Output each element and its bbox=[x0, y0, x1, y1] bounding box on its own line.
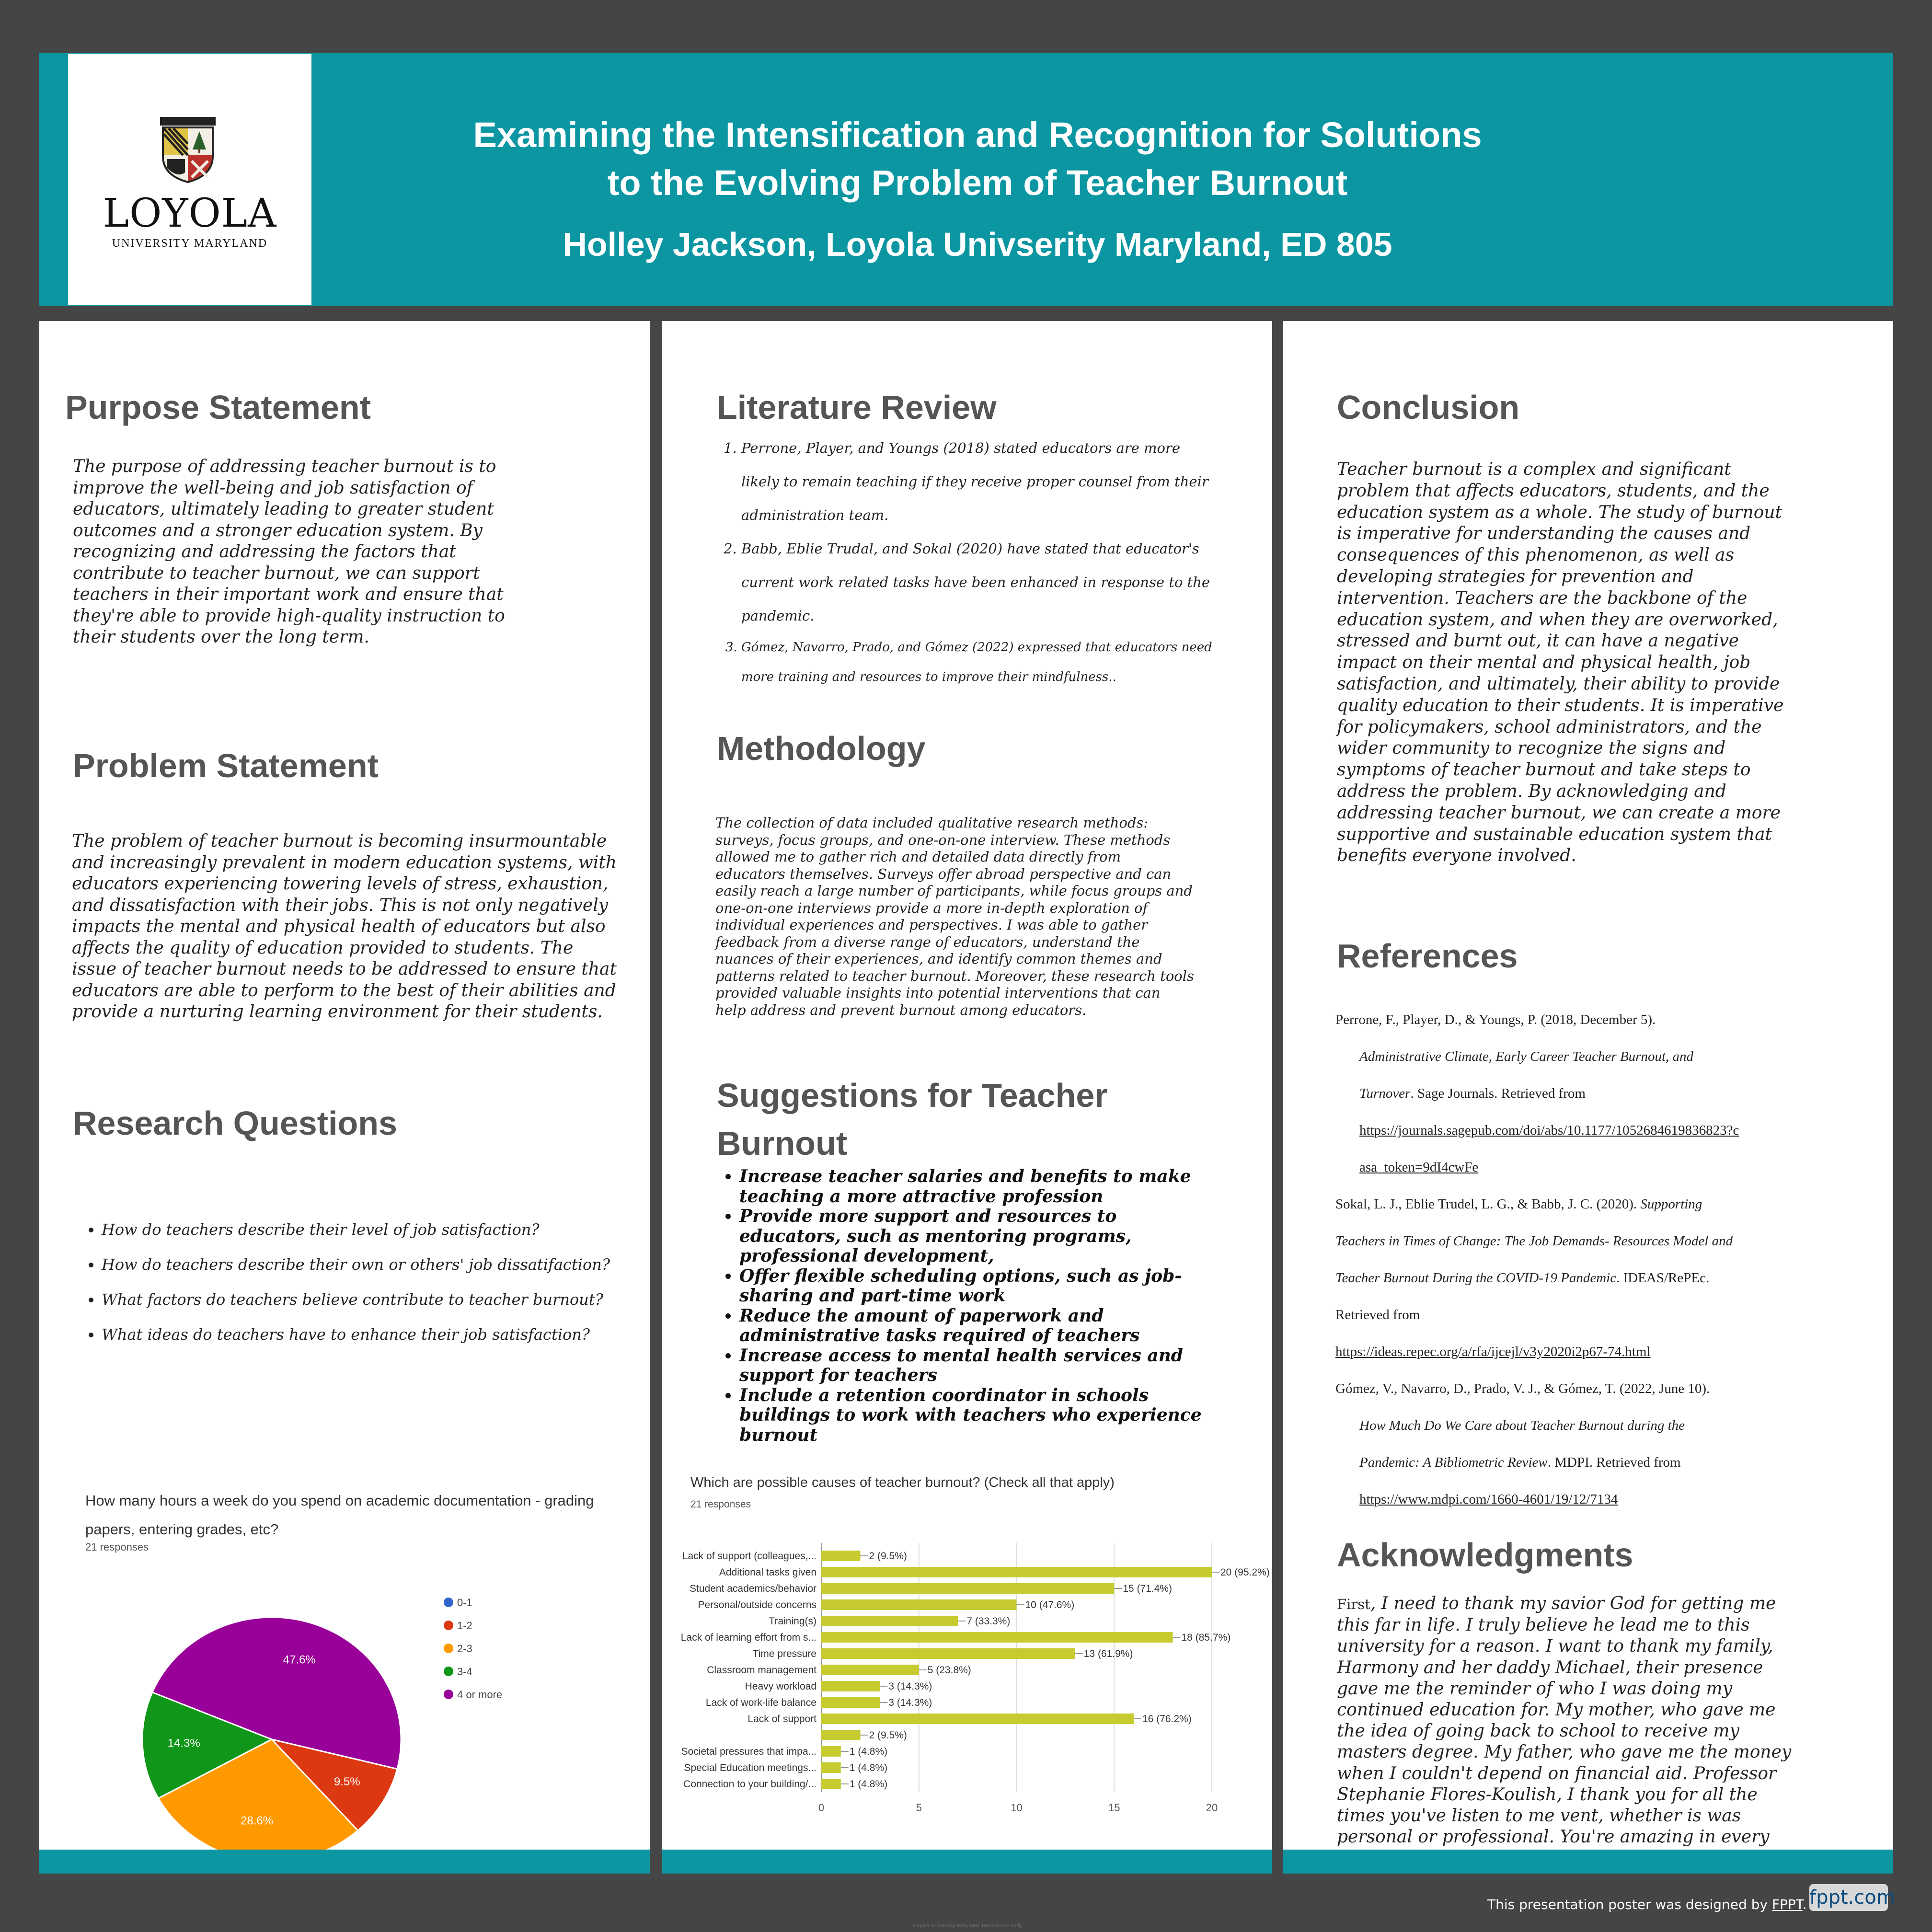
bar-value-label: 13 (61.9%) bbox=[1083, 1648, 1133, 1659]
acknowledgments-text bbox=[1337, 1593, 1797, 1869]
list-item: • Include a retention coordinator in schools buildings to work with teachers who experience burnout bbox=[739, 1386, 1209, 1446]
column-right bbox=[1283, 321, 1893, 1874]
problem-text: The problem of teacher burnout is becoming insurmountable and increasingly prevalent in modern education systems, with educators experiencing towering levels of stress, exhaustion, and dissatisfaction with their jobs. This is not only negatively impacts the mental and physical health of educators but also affects the quality of education provided to students. The issue of teacher burnout needs to be addressed to ensure that educators are able to perform to the best of their abilities and provide a nurturing learning environment for their students. bbox=[72, 831, 617, 1022]
list-item: • How do teachers describe their own or others' job dissatifaction? bbox=[102, 1247, 629, 1282]
bar-value-label: 10 (47.6%) bbox=[1025, 1599, 1075, 1610]
purpose-heading: Purpose Statement bbox=[65, 389, 371, 426]
list-item: • Provide more support and resources to educators, such as mentoring programs, professional development, bbox=[739, 1207, 1209, 1266]
author-line: Holley Jackson, Loyola Univserity Maryland, ED 805 bbox=[563, 226, 1392, 263]
legend-label: 4 or more bbox=[457, 1689, 503, 1701]
list-item: • What factors do teachers believe contribute to teacher burnout? bbox=[102, 1282, 629, 1317]
bar-value-label: 1 (4.8%) bbox=[849, 1762, 888, 1773]
reference-3-source: . MDPI. Retrieved from bbox=[1547, 1455, 1681, 1470]
reference-1-authors: Perrone, F., Player, D., & Youngs, P. (2018, December 5). bbox=[1335, 1012, 1656, 1027]
conclusion-heading: Conclusion bbox=[1337, 389, 1520, 426]
credit-end: . bbox=[1802, 1897, 1807, 1912]
category-label: Lack of work-life balance bbox=[705, 1697, 816, 1708]
list-item: • Reduce the amount of paperwork and administrative tasks required of teachers bbox=[739, 1306, 1209, 1346]
reference-2-link[interactable]: https://ideas.repec.org/a/rfa/ijcejl/v3y2020i2p67-74.html bbox=[1335, 1344, 1651, 1359]
bar bbox=[821, 1714, 1134, 1724]
pie-slice-label: 47.6% bbox=[283, 1653, 316, 1667]
legend-swatch bbox=[444, 1644, 453, 1653]
legend-swatch bbox=[444, 1667, 453, 1676]
bar bbox=[821, 1730, 861, 1740]
legend-label: 2-3 bbox=[457, 1643, 472, 1655]
list-item: 3. Gómez, Navarro, Prado, and Gómez (2022) expressed that educators need more training and resources to improve their mindfulness.. bbox=[741, 632, 1220, 692]
column-footer-bar bbox=[39, 1850, 650, 1874]
reference-1-link[interactable]: https://journals.sagepub.com/doi/abs/10.1177/1052684619836823?c bbox=[1359, 1123, 1739, 1138]
bar bbox=[821, 1697, 880, 1708]
x-tick-label: 5 bbox=[916, 1802, 922, 1814]
bar-value-label: 7 (33.3%) bbox=[966, 1616, 1011, 1627]
list-item: • What ideas do teachers have to enhance their job satisfaction? bbox=[102, 1317, 629, 1352]
bar bbox=[821, 1665, 919, 1675]
list-item: 1. Perrone, Player, and Youngs (2018) stated educators are more likely to remain teaching if they receive proper counsel from their administration team. bbox=[741, 431, 1220, 532]
column-left bbox=[39, 321, 650, 1874]
bar-value-label: 2 (9.5%) bbox=[869, 1551, 907, 1562]
category-label: Additional tasks given bbox=[719, 1567, 816, 1578]
logo-wordmark: LOYOLA bbox=[103, 191, 277, 236]
legend-label: 1-2 bbox=[457, 1620, 472, 1632]
pie-chart bbox=[135, 1591, 614, 1859]
bar-value-label: 15 (71.4%) bbox=[1123, 1583, 1172, 1594]
reference-3-title-end: Pandemic: A Bibliometric Review bbox=[1359, 1455, 1548, 1470]
category-label: Time pressure bbox=[752, 1648, 816, 1659]
references-heading: References bbox=[1337, 937, 1518, 975]
category-label: Heavy workload bbox=[745, 1681, 816, 1692]
bar-value-label: 1 (4.8%) bbox=[849, 1779, 888, 1790]
category-label: Connection to your building/... bbox=[683, 1779, 816, 1790]
pie-slice-label: 14.3% bbox=[167, 1736, 200, 1750]
category-label: Societal pressures that impa... bbox=[681, 1746, 816, 1757]
literature-heading: Literature Review bbox=[717, 389, 997, 426]
legend-label: 3-4 bbox=[457, 1666, 472, 1678]
category-label: Lack of learning effort from s... bbox=[680, 1632, 816, 1643]
methodology-heading: Methodology bbox=[717, 730, 926, 767]
suggestions-heading-line-1: Suggestions for Teacher bbox=[717, 1077, 1108, 1114]
bar bbox=[821, 1746, 841, 1757]
category-label: Student academics/behavior bbox=[690, 1583, 816, 1594]
category-label: Lack of support (colleagues,... bbox=[682, 1551, 816, 1562]
column-middle bbox=[662, 321, 1272, 1874]
bar-value-label: 2 (9.5%) bbox=[869, 1730, 907, 1741]
reference-1-title: Administrative Climate, Early Career Teacher Burnout, and bbox=[1359, 1049, 1694, 1064]
pie-slice-label: 9.5% bbox=[334, 1775, 360, 1788]
reference-3-title: How Much Do We Care about Teacher Burnout during the bbox=[1359, 1418, 1685, 1433]
poster-title bbox=[470, 111, 1485, 207]
bar-chart-title: Which are possible causes of teacher burnout? (Check all that apply) bbox=[690, 1475, 1115, 1490]
bar bbox=[821, 1681, 880, 1691]
category-label: Lack of support bbox=[748, 1714, 816, 1725]
suggestions-heading bbox=[717, 1071, 1108, 1167]
reference-2-authors: Sokal, L. J., Eblie Trudel, L. G., & Babb, J. C. (2020). bbox=[1335, 1196, 1641, 1212]
research-heading: Research Questions bbox=[73, 1104, 397, 1142]
list-item: • Offer flexible scheduling options, such as job-sharing and part-time work bbox=[739, 1266, 1209, 1306]
column-footer-bar bbox=[662, 1850, 1272, 1874]
purpose-text: The purpose of addressing teacher burnout is to improve the well-being and job satisfaction of educators, ultimately leading to greater student outcomes and a stronger education system. By recognizing and addressing the factors that contribute to teacher burnout, we can support teachers in their important work and ensure that they're able to provide high-quality instruction to their students over the long term. bbox=[73, 457, 505, 647]
reference-2-title-cont: Teachers in Times of Change: The Job Demands- Resources Model and bbox=[1335, 1233, 1733, 1249]
conclusion-text: Teacher burnout is a complex and significant problem that affects educators, students, and the education system as a whole. The study of burnout is imperative for understanding the causes and consequences of this phenomenon, as well as developing strategies for prevention and intervention. Teachers are the backbone of the education system, and when they are overworked, stressed and burnt out, it can have a negative impact on their mental and physical health, job satisfaction, and ultimately, their ability to provide quality education to their students. It is imperative for policymakers, school administrators, and the wider community to recognize the signs and symptoms of teacher burnout and take steps to address the problem. By acknowledging and addressing teacher burnout, we can create a more supportive and sustainable education system that benefits everyone involved. bbox=[1337, 460, 1784, 866]
coat-of-arms-icon bbox=[158, 115, 218, 184]
bar-value-label: 3 (14.3%) bbox=[888, 1681, 932, 1692]
reference-3-authors: Gómez, V., Navarro, D., Prado, V. J., & Gómez, T. (2022, June 10). bbox=[1335, 1381, 1710, 1396]
bar-value-label: 20 (95.2%) bbox=[1220, 1567, 1270, 1578]
category-label: Special Education meetings... bbox=[684, 1762, 816, 1773]
bar bbox=[821, 1599, 1017, 1610]
x-tick-label: 0 bbox=[818, 1802, 825, 1814]
suggestions-heading-line-2: Burnout bbox=[717, 1125, 848, 1162]
reference-2-source: . IDEAS/RePEc. bbox=[1616, 1270, 1710, 1286]
list-item: • Increase access to mental health services and support for teachers bbox=[739, 1346, 1209, 1386]
bar bbox=[821, 1632, 1173, 1643]
bar-value-label: 16 (76.2%) bbox=[1142, 1714, 1192, 1725]
credit-link[interactable]: FPPT bbox=[1771, 1897, 1803, 1912]
acknowledgments-first: First bbox=[1337, 1596, 1370, 1612]
bar-chart bbox=[662, 1529, 1272, 1814]
reference-1-link-end[interactable]: asa_token=9dI4cwFe bbox=[1359, 1160, 1479, 1175]
methodology-text: The collection of data included qualitative research methods: surveys, focus groups, and one-on-one interview. These methods allowed me to gather rich and detailed data directly from educators themselves. Surveys offer abroad perspective and can easily reach a large number of participants, while focus groups and one-on-one interviews provide a more in-depth exploration of individual experiences and perspectives. I was able to gather feedback from a diverse range of educators, understand the nuances of their experiences, and identify common themes and patterns related to teacher burnout. Moreover, these research tools provided valuable insights into potential interventions that can help address and prevent burnout among educators. bbox=[715, 815, 1194, 1018]
column-footer-bar bbox=[1283, 1850, 1893, 1874]
literature-list bbox=[717, 431, 1220, 692]
bar bbox=[821, 1762, 841, 1773]
reference-2-retrieved: Retrieved from bbox=[1335, 1307, 1420, 1322]
designer-credit bbox=[1487, 1897, 1807, 1912]
x-tick-label: 20 bbox=[1206, 1802, 1218, 1814]
bar-chart-responses: 21 responses bbox=[690, 1499, 751, 1510]
bar-value-label: 3 (14.3%) bbox=[888, 1697, 932, 1708]
title-line-2: to the Evolving Problem of Teacher Burnout bbox=[607, 163, 1348, 203]
acknowledgments-body: , I need to thank my savior God for getting me this far in life. I truly believe he lead me to this university for a reason. I want to thank my family, Harmony and her daddy Michael, their presence gave me the reminder of who I was doing my continued education for. My mother, who gave me the idea of going back to school to receive my masters degree. My father, who gave me the money when I couldn't depend on financial aid. Professor Stephanie Flores-Koulish, I thank you for all the times you've listen to me vent, whether is was personal or professional. You're amazing in every bbox=[1337, 1594, 1792, 1847]
pie-chart-title: How many hours a week do you spend on academic documentation - grading papers, entering grades, etc? bbox=[85, 1492, 594, 1538]
x-tick-label: 10 bbox=[1011, 1802, 1023, 1814]
reference-3-link[interactable]: https://www.mdpi.com/1660-4601/19/12/7134 bbox=[1359, 1492, 1618, 1507]
reference-1-source: . Sage Journals. Retrieved from bbox=[1410, 1086, 1586, 1101]
legend-label: 0-1 bbox=[457, 1597, 472, 1609]
list-item: • How do teachers describe their level of job satisfaction? bbox=[102, 1212, 629, 1247]
acknowledgments-heading: Acknowledgments bbox=[1337, 1536, 1633, 1574]
research-questions-list bbox=[78, 1212, 629, 1352]
legend-swatch bbox=[444, 1621, 453, 1630]
legend-swatch bbox=[444, 1690, 453, 1699]
bar bbox=[821, 1551, 861, 1561]
bar-value-label: 1 (4.8%) bbox=[849, 1746, 888, 1757]
bar bbox=[821, 1648, 1075, 1659]
category-label: Classroom management bbox=[707, 1665, 816, 1676]
credit-text: This presentation poster was designed by bbox=[1487, 1897, 1772, 1912]
bar bbox=[821, 1567, 1212, 1577]
reference-1-title-end: Turnover bbox=[1359, 1086, 1411, 1101]
list-item: 2. Babb, Eblie Trudal, and Sokal (2020) have stated that educator's current work related tasks have been enhanced in response to the pandemic. bbox=[741, 532, 1220, 632]
logo-subtitle: UNIVERSITY MARYLAND bbox=[112, 237, 268, 250]
list-item: • Increase teacher salaries and benefits to make teaching a more attractive profession bbox=[739, 1167, 1209, 1207]
bar bbox=[821, 1583, 1114, 1594]
x-tick-label: 15 bbox=[1108, 1802, 1120, 1814]
internal-use-note: Loyola University Maryland Internal Use Only bbox=[914, 1923, 1022, 1929]
reference-2-title: Supporting bbox=[1640, 1196, 1702, 1212]
bar-value-label: 5 (23.8%) bbox=[927, 1665, 971, 1676]
fppt-badge[interactable]: fppt.com bbox=[1809, 1884, 1888, 1911]
category-label: Personal/outside concerns bbox=[698, 1599, 816, 1610]
reference-2-title-end: Teacher Burnout During the COVID-19 Pandemic bbox=[1335, 1270, 1617, 1286]
pie-chart-responses: 21 responses bbox=[85, 1541, 149, 1553]
pie-slice-label: 28.6% bbox=[241, 1814, 274, 1828]
bar-value-label: 18 (85.7%) bbox=[1181, 1632, 1231, 1643]
problem-heading: Problem Statement bbox=[73, 747, 379, 784]
university-logo bbox=[68, 54, 311, 305]
bar bbox=[821, 1616, 958, 1626]
bar bbox=[821, 1779, 841, 1789]
references-list bbox=[1335, 1001, 1824, 1518]
legend-swatch bbox=[444, 1598, 453, 1607]
suggestions-list bbox=[715, 1167, 1209, 1445]
category-label: Training(s) bbox=[769, 1616, 816, 1627]
title-line-1: Examining the Intensification and Recognition for Solutions bbox=[473, 115, 1482, 155]
